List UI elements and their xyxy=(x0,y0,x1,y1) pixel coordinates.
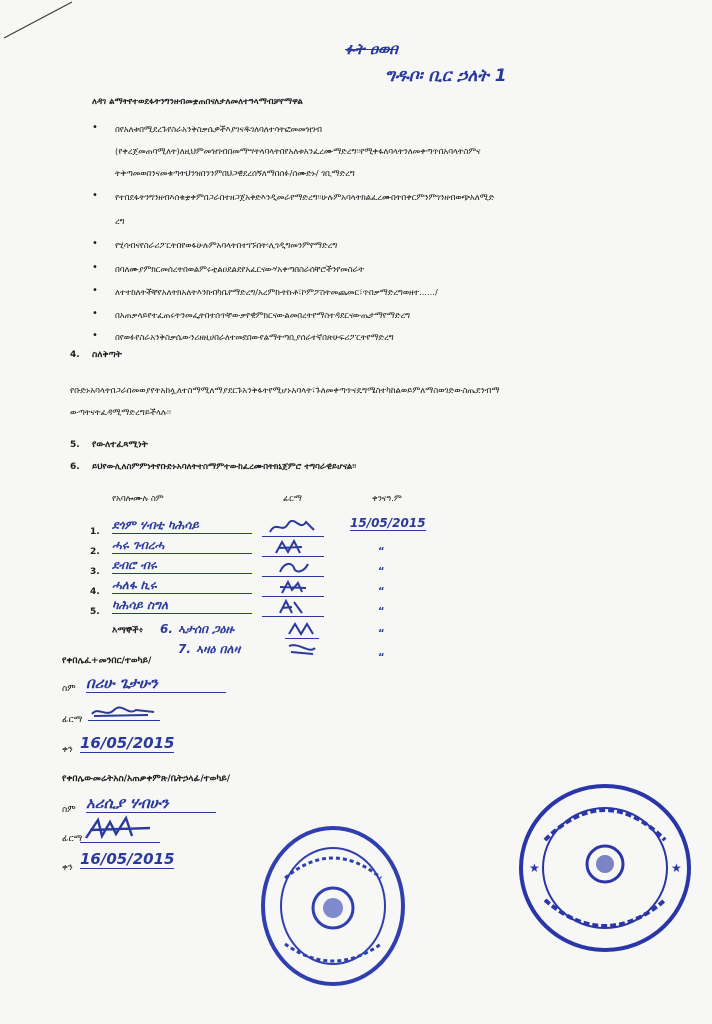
bullet-line: በባለሙያምክርመሰረትበወልምሩቲልዐደልደየአፈርናውሃአቀጣበስራሰቸሮችንየመስራት xyxy=(115,264,365,274)
bullet-dot: • xyxy=(92,238,98,249)
signature-scribble-icon xyxy=(262,598,324,616)
bullet-line: በየአለቱበሚደረጉየስራአንቅስቃሴዎችእያገናዱገለባለተሳትፎመመዝገብ xyxy=(115,124,322,134)
member-name: ሓሩ ገብረሓ xyxy=(112,538,252,554)
section-6-number: 6. xyxy=(70,462,80,472)
witness-number: 7. xyxy=(178,642,191,656)
row-number: 4. xyxy=(90,587,100,597)
witness-date: “ xyxy=(378,652,385,663)
receiver-2-title: የቀበሌውመሬትአስ/አጠቃቀምጽ/ቤትኃላፊ/ተወካይ/ xyxy=(62,774,231,784)
member-date: “ xyxy=(378,546,385,557)
section-4-text: የቡድኑአባላትበጋራበመወያየትአከሏለተስማሚለማያደርጉአንቅፋትየሚሆኑአባላት፣ጉለመቀጣጥናዴግሜስተካከልወይምለማስወገድውስጤደንብማ xyxy=(70,385,500,395)
stamp-seal-icon xyxy=(515,780,695,955)
member-signature xyxy=(262,518,324,537)
bullet-line: ለተተከለትችቸየአለትክአለትእንክብካቤየማድረግ/አረምኩትኩቶ፣ኮምፖስትመጨመር፣ጥበቃማድረግወዘተ....../ xyxy=(115,287,438,297)
row-number: 1. xyxy=(90,527,100,537)
member-name: ሓለፋ ኪሩ xyxy=(112,578,252,594)
receiver-2-name-label: ስም xyxy=(62,805,76,815)
witness-number: 6. xyxy=(160,622,173,636)
member-signature xyxy=(262,558,324,577)
receiver-2-signature xyxy=(80,814,160,843)
table-header-name: የአባሎሙሉ ስም xyxy=(112,493,164,503)
section-4-number: 4. xyxy=(70,350,80,360)
receiver-1-signature-label: ፊርማ xyxy=(62,715,83,725)
section-5-title: የውለተፈጻሚነት xyxy=(92,440,148,450)
svg-text:★: ★ xyxy=(671,861,682,875)
receiver-2-signature-label: ፊርማ xyxy=(62,834,83,844)
signature-scribble-icon xyxy=(262,578,324,596)
receiver-1-date-label: ቀን xyxy=(62,745,73,755)
bullet-line: ትቅጣመወበንናመቁጣትህንዝበንንምበህጋዊደረሰኝለማበሰፉ/ሰሙድኑ/ ገቢማድረግ xyxy=(115,168,355,178)
member-signature xyxy=(262,538,324,557)
witness-name: ኣታሰበ ጋዕዙ xyxy=(178,622,234,636)
intro-line: ለዳገ ልማትየተወደፋትንግንዘብመቋጠበናለታለመለተዓላማብቻየማዋል xyxy=(92,96,303,106)
signature-scribble-icon xyxy=(285,640,319,658)
witness-date: “ xyxy=(378,628,385,639)
bullet-dot: • xyxy=(92,262,98,273)
pen-stroke-icon xyxy=(0,0,80,40)
corner-pen-mark xyxy=(0,0,80,40)
section-4-text: ውጣትናትፈዳሚማድረግይችላሉ፡፡ xyxy=(70,407,172,417)
bullet-line: የሂሳብናየስራሪፖርትበየወፋሁሉምአባላትበተገኙበት፡ሊገዲግመንምየማድረግ xyxy=(115,240,338,250)
receiver-1-signature xyxy=(88,704,160,721)
bullet-dot: • xyxy=(92,330,98,341)
receiver-2-date: 16/05/2015 xyxy=(80,850,175,868)
receiver-2-name: አሪሲያ ሃብሁን xyxy=(86,794,216,813)
row-number: 5. xyxy=(90,607,100,617)
receiver-2-date-label: ቀን xyxy=(62,863,73,873)
row-number: 2. xyxy=(90,547,100,557)
bullet-line: ረግ xyxy=(115,216,125,226)
signature-scribble-icon xyxy=(285,620,319,638)
bullet-line: (የቀረጀመጠባሚለት)ለዚህምመዝገብበመማሣትላባላትበየአለቱአንፈረሙማድረግ፡፡የሚቀፋለባላትንለመቀጣጥበአባላትስምና xyxy=(115,146,481,156)
table-header-signature: ፊርማ xyxy=(283,493,302,503)
signature-scribble-icon xyxy=(262,558,324,576)
member-date: “ xyxy=(378,566,385,577)
member-date: “ xyxy=(378,586,385,597)
receiver-1-title: የቀበሌፈ+መንበር/ተወካይ/ xyxy=(62,656,152,666)
bullet-line: የተበደፋትንግንዘብእሰቁቋቀምበጋራበተዘጋጀአቅድእንዲመራየማድረግ፡፡ሁሉምአባላትክልፈረሙበትበቀርምንምገንዘብወጭአለሚድ xyxy=(115,192,495,202)
bullet-dot: • xyxy=(92,190,98,201)
member-name: ደጎም ሃብቲ ካሕሳይ xyxy=(112,518,252,534)
bullet-dot: • xyxy=(92,122,98,133)
bullet-line: በየወፉየስራአንቅስቃሴውንሪዘዚሀበራለተመደበውየልማትጣቢያሰራተኛበጽሁፍሪፖርትየማድረግ xyxy=(115,332,394,342)
bullet-dot: • xyxy=(92,308,98,319)
signature-scribble-icon xyxy=(80,814,160,842)
bullet-line: በአጠቃላይየተፈጠሩትንመፌትበተሰጥቸውቃየዊምክርናውልመበረትየማስተዳደርናውጤታማየማድረግ xyxy=(115,310,410,320)
receiver-1-date: 16/05/2015 xyxy=(80,734,175,752)
member-date: 15/05/2015 xyxy=(350,516,426,530)
section-4-title: ስለቅጣት xyxy=(92,350,122,360)
signature-scribble-icon xyxy=(88,704,160,720)
receiver-1-name: በሪሁ ጌታሁን xyxy=(86,674,226,693)
signature-scribble-icon xyxy=(262,518,324,536)
handwritten-header-title: ግዱቦ፡ ቢር ኃለት 1 xyxy=(385,66,507,86)
official-stamp-left xyxy=(255,818,410,988)
member-signature xyxy=(262,578,324,597)
row-number: 3. xyxy=(90,567,100,577)
struck-header-text: ፉት ዐወበ xyxy=(345,40,398,58)
witness-signature xyxy=(285,620,319,639)
member-signature xyxy=(262,598,324,617)
section-6-title: ይህየውሊለስምምነትየቡድኑአባለትተስማምተውከፈረሙበትክኒጀምሮ ተግባራዊይሆናል፡፡ xyxy=(92,462,357,472)
member-date: “ xyxy=(378,606,385,617)
witness-signature xyxy=(285,640,319,658)
member-name: ካሕሳይ ስግለ xyxy=(112,598,252,614)
section-5-number: 5. xyxy=(70,440,80,450)
svg-text:★: ★ xyxy=(529,861,540,875)
receiver-1-name-label: ስም xyxy=(62,684,76,694)
stamp-seal-icon xyxy=(255,818,410,988)
witness-name: ኣዛዕ በለዛ xyxy=(196,642,241,656)
signature-scribble-icon xyxy=(262,538,324,556)
member-name: ደብሮ ብሩ xyxy=(112,558,252,574)
official-stamp-right xyxy=(515,780,695,955)
bullet-dot: • xyxy=(92,285,98,296)
witnesses-label: እማኞች፥ xyxy=(112,626,144,636)
table-header-date: ቀንናዓ.ም xyxy=(372,493,402,503)
